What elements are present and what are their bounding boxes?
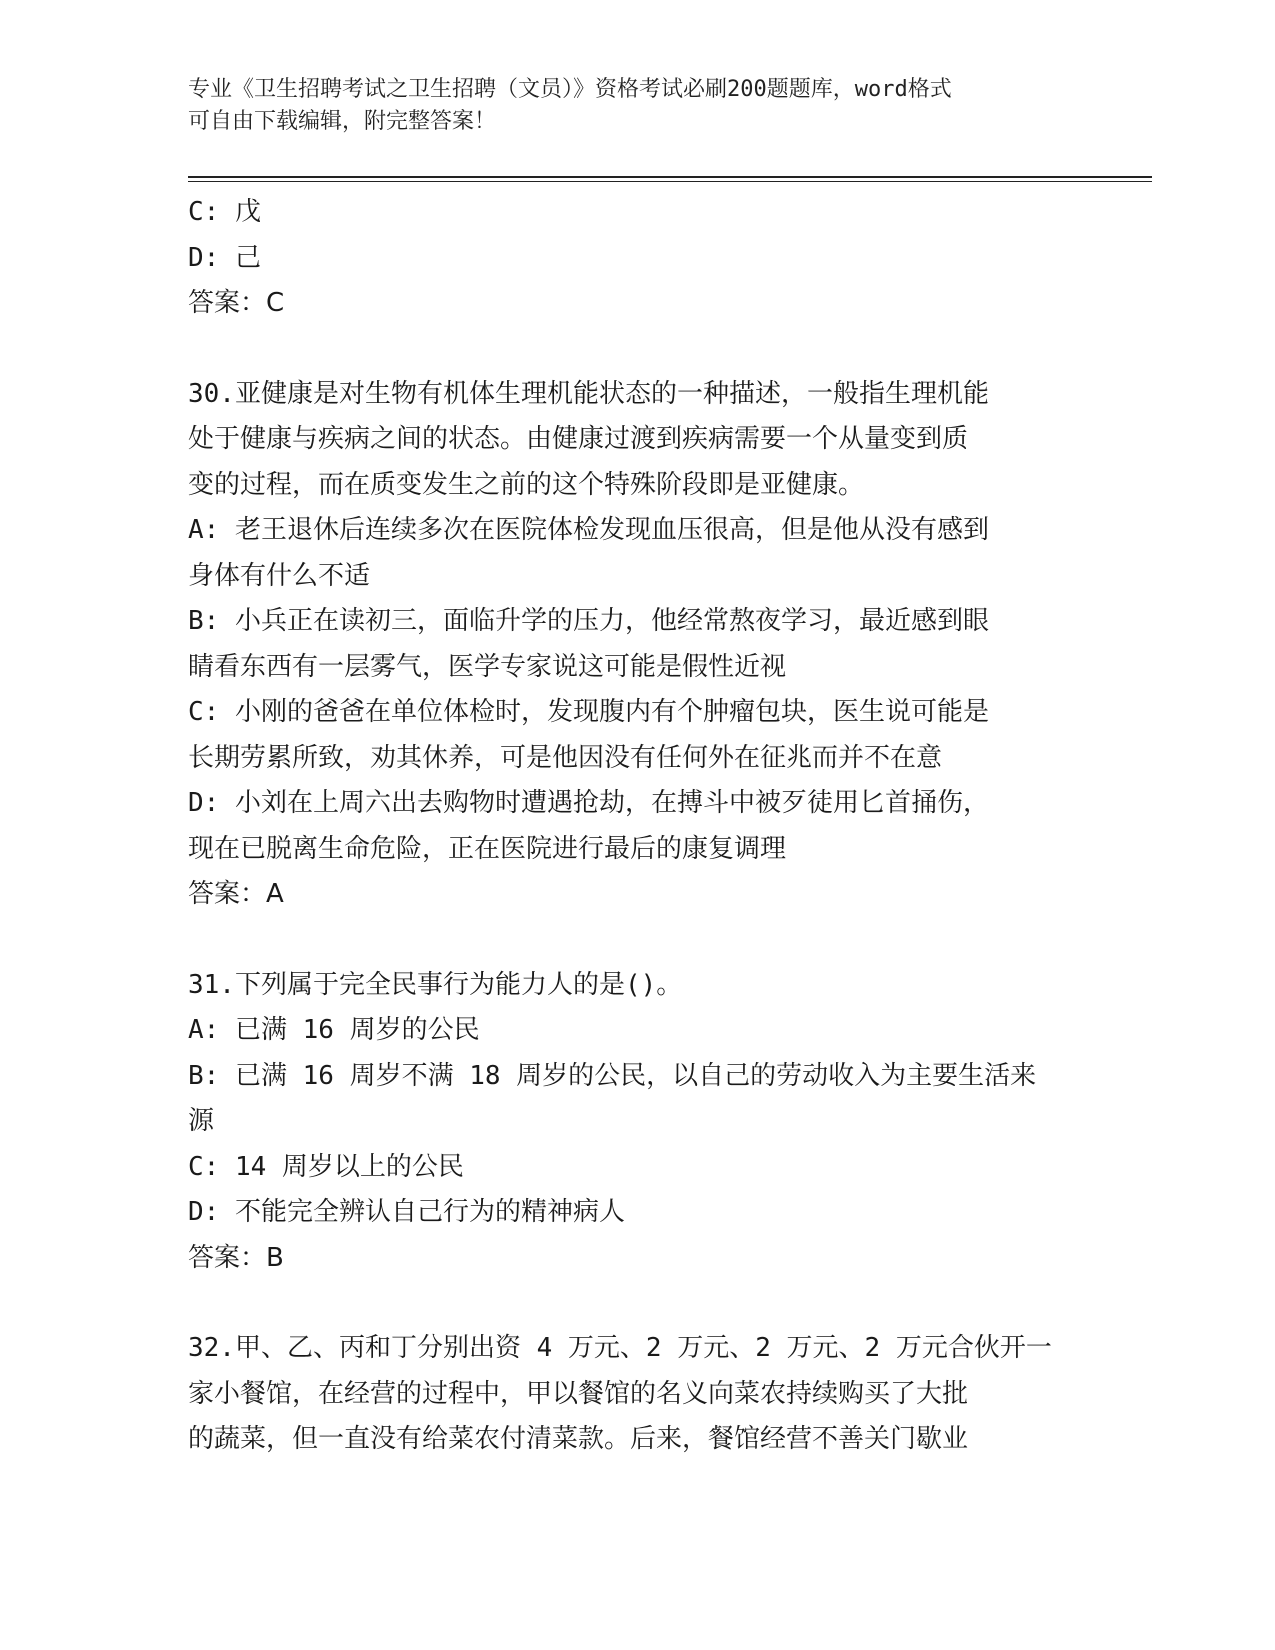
option-b: B: 已满 16 周岁不满 18 周岁的公民，以自己的劳动收入为主要生活来 [188,1060,1037,1091]
option-d: D: 小刘在上周六出去购物时遭遇抢劫，在搏斗中被歹徒用匕首捅伤， [188,788,989,818]
document-body [188,190,1088,1463]
header-divider [188,181,1152,182]
option-c: C: 小刚的爸爸在单位体检时，发现腹内有个肿瘤包块，医生说可能是 [188,697,989,727]
option-a: 身体有什么不适 [188,560,371,591]
option-c: 长期劳累所致，劝其休养，可是他因没有任何外在征兆而并不在意 [188,742,943,773]
question-32 [188,1326,1088,1463]
option-b: B: 小兵正在读初三，面临升学的压力，他经常熬夜学习，最近感到眼 [188,606,989,636]
answer: 答案：C [188,288,285,318]
question-stem: 32.甲、乙、丙和丁分别出资 4 万元、2 万元、2 万元、2 万元合伙开一 [188,1333,1052,1363]
question-stem: 家小餐馆，在经营的过程中，甲以餐馆的名义向菜农持续购买了大批 [188,1378,969,1409]
answer: 答案：B [188,1242,284,1273]
option-d: D: 不能完全辨认自己行为的精神病人 [188,1197,625,1227]
question-stem: 30.亚健康是对生物有机体生理机能状态的一种描述，一般指生理机能 [188,378,989,409]
question-29 [188,190,1088,327]
question-stem: 处于健康与疾病之间的状态。由健康过渡到疾病需要一个从量变到质 [188,424,969,454]
option-a: A: 老王退休后连续多次在医院体检发现血压很高，但是他从没有感到 [188,515,989,545]
question-stem: 31.下列属于完全民事行为能力人的是()。 [188,969,683,1000]
option-d: D: 己 [188,242,261,273]
spacer [188,918,1088,963]
option-b: 睛看东西有一层雾气，医学专家说这可能是假性近视 [188,651,787,682]
spacer [188,1281,1088,1326]
question-31 [188,963,1088,1282]
option-c: C: 戊 [188,197,261,227]
question-stem: 变的过程，而在质变发生之前的这个特殊阶段即是亚健康。 [188,469,865,500]
header-divider [188,176,1152,178]
document-header [188,74,1068,138]
option-c: C: 14 周岁以上的公民 [188,1151,464,1182]
question-stem: 的蔬菜，但一直没有给菜农付清菜款。后来，餐馆经营不善关门歇业 [188,1424,969,1454]
option-d: 现在已脱离生命危险，正在医院进行最后的康复调理 [188,833,787,864]
option-b: 源 [188,1106,215,1136]
header-line: 专业《卫生招聘考试之卫生招聘（文员）》资格考试必刷200题题库，word格式 [188,77,952,102]
spacer [188,327,1088,372]
answer: 答案：A [188,879,284,909]
header-line: 可自由下载编辑，附完整答案！ [188,109,497,134]
option-a: A: 已满 16 周岁的公民 [188,1015,480,1045]
question-30 [188,372,1088,918]
